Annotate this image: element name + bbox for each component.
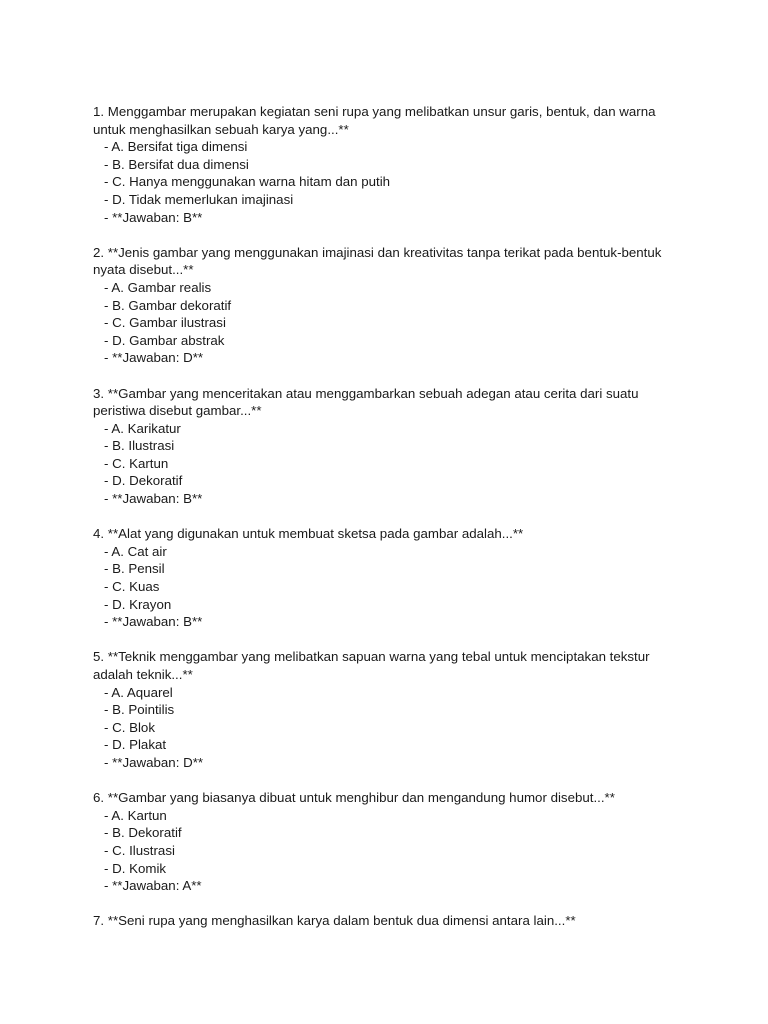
- question-text: 5. **Teknik menggambar yang melibatkan sapuan warna yang tebal untuk menciptakan tekstur adalah teknik...**: [93, 649, 650, 682]
- question-list: [93, 103, 673, 948]
- answer-line: - **Jawaban: D**: [104, 754, 204, 770]
- question-text: 4. **Alat yang digunakan untuk membuat sketsa pada gambar adalah...**: [93, 526, 524, 542]
- option-b: - B. Dekoratif: [104, 825, 182, 841]
- question-5: [93, 648, 673, 771]
- question-text: 1. Menggambar merupakan kegiatan seni rupa yang melibatkan unsur garis, bentuk, dan warna untuk menghasilkan sebuah karya yang...**: [93, 104, 656, 137]
- answer-line: - **Jawaban: D**: [104, 350, 204, 366]
- option-b: - B. Ilustrasi: [104, 438, 175, 454]
- question-text: 2. **Jenis gambar yang menggunakan imajinasi dan kreativitas tanpa terikat pada bentuk-bentuk nyata disebut...**: [93, 244, 662, 278]
- question-2: [93, 244, 673, 367]
- option-c: - C. Hanya menggunakan warna hitam dan putih: [104, 174, 391, 190]
- option-d: - D. Gambar abstrak: [104, 332, 225, 348]
- option-d: - D. Krayon: [104, 596, 172, 612]
- option-c: - C. Blok: [104, 719, 155, 735]
- answer-line: - **Jawaban: B**: [104, 209, 203, 225]
- option-a: - A. Gambar realis: [104, 279, 212, 295]
- option-b: - B. Bersifat dua dimensi: [104, 156, 249, 172]
- option-d: - D. Plakat: [104, 737, 167, 753]
- question-text: 6. **Gambar yang biasanya dibuat untuk menghibur dan mengandung humor disebut...**: [93, 790, 615, 806]
- question-7: [93, 912, 673, 930]
- option-a: - A. Aquarel: [104, 684, 173, 700]
- option-a: - A. Kartun: [104, 807, 167, 823]
- question-text: 3. **Gambar yang menceritakan atau menggambarkan sebuah adegan atau cerita dari suatu peristiwa disebut gambar...**: [93, 385, 639, 419]
- option-c: - C. Kartun: [104, 455, 169, 471]
- option-d: - D. Dekoratif: [104, 473, 183, 489]
- option-a: - A. Cat air: [104, 543, 167, 559]
- answer-line: - **Jawaban: A**: [104, 878, 202, 894]
- option-b: - B. Pensil: [104, 561, 165, 577]
- option-c: - C. Ilustrasi: [104, 842, 175, 858]
- question-6: [93, 789, 673, 895]
- option-d: - D. Komik: [104, 860, 167, 876]
- question-4: [93, 525, 673, 631]
- option-c: - C. Kuas: [104, 579, 160, 595]
- answer-line: - **Jawaban: B**: [104, 614, 203, 630]
- answer-line: - **Jawaban: B**: [104, 491, 203, 507]
- option-b: - B. Pointilis: [104, 702, 175, 718]
- option-d: - D. Tidak memerlukan imajinasi: [104, 191, 294, 207]
- question-text: 7. **Seni rupa yang menghasilkan karya dalam bentuk dua dimensi antara lain...**: [93, 913, 576, 929]
- option-c: - C. Gambar ilustrasi: [104, 315, 226, 331]
- question-1: [93, 103, 673, 226]
- question-3: [93, 385, 673, 508]
- option-a: - A. Bersifat tiga dimensi: [104, 139, 248, 155]
- option-a: - A. Karikatur: [104, 420, 181, 436]
- option-b: - B. Gambar dekoratif: [104, 297, 232, 313]
